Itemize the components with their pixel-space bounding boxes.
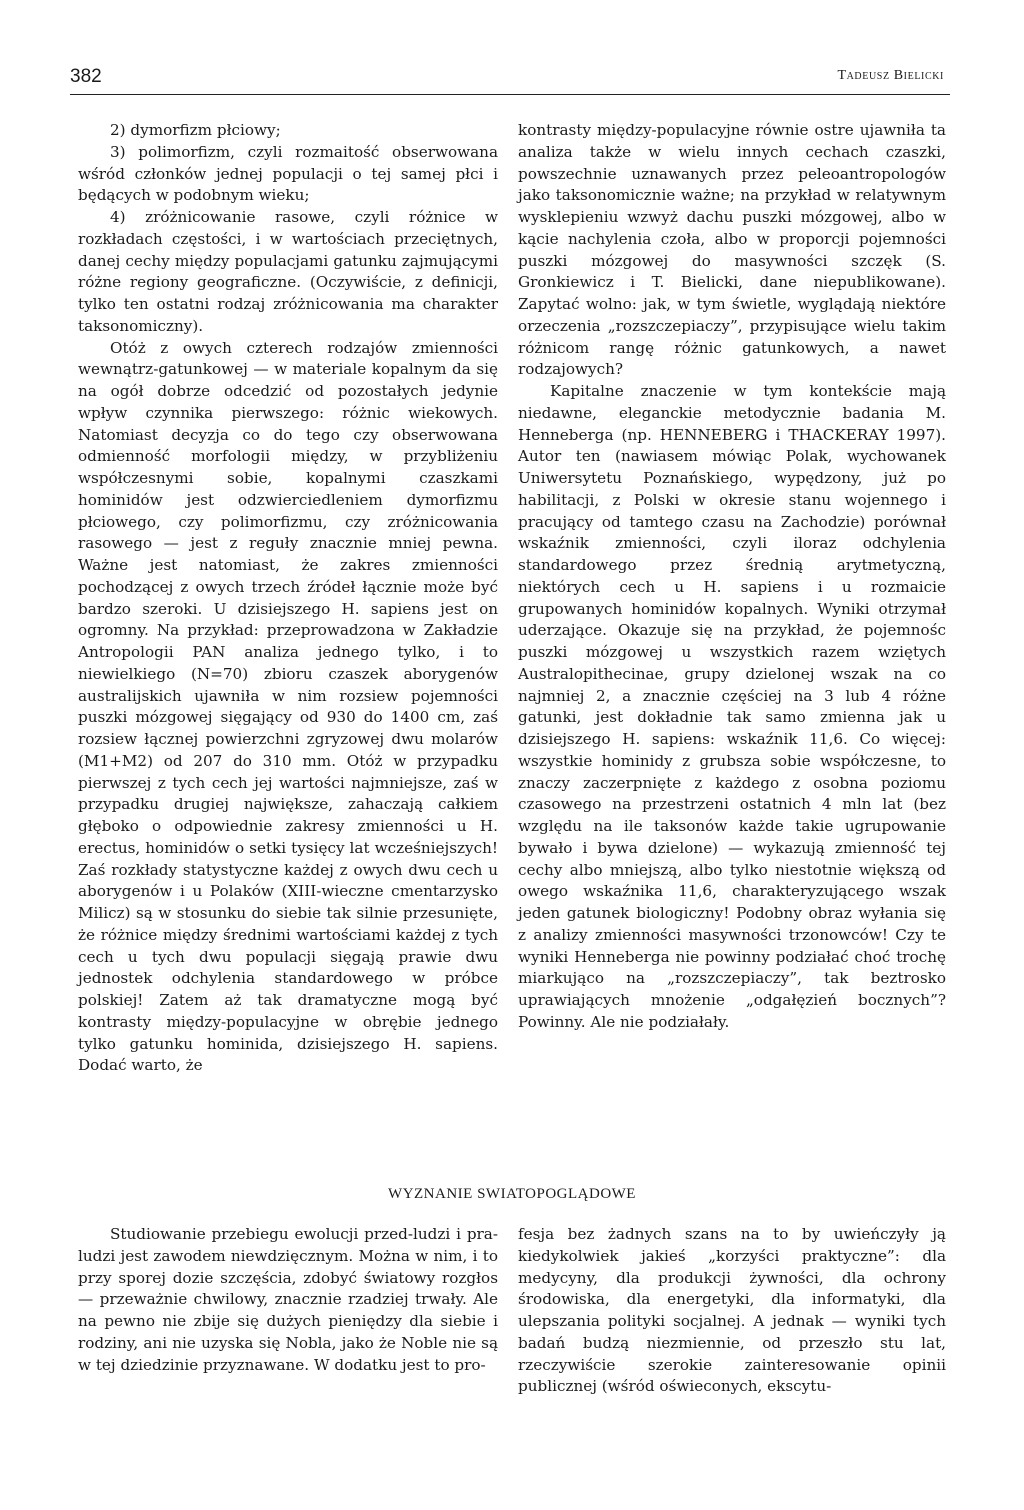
paragraph: 3) polimorfizm, czyli rozmaitość obserwowana wśród członków jednej populacji o tej samej płci i będących w podobnym wieku; — [78, 142, 498, 205]
left-column — [78, 120, 498, 1077]
page-header — [70, 66, 950, 95]
paragraph: fesja bez żadnych szans na to by uwieńczyły ją kiedykolwiek jakieś „korzyści praktyczne”: dla medycyny, dla produkcji żywności, dla ochrony środowiska, dla energetyki, dla informatyki, dla ulepszania polityki socjalnej. A jednak — wyniki tych badań budzą niezmiennie, od przeszło stu lat, rzeczywiście szerokie zainteresowanie opinii publicznej (wśród oświeconych, ekscytu- — [518, 1225, 946, 1396]
paragraph: Otóż z owych czterech rodzajów zmienności wewnątrz-gatunkowej — w materiale kopalnym da się na ogół dobrze odcedzić od pozostałych jedynie wpływ czynnika pierwszego: różnic wiekowych. Natomiast decyzja co do tego czy obserwowana odmienność morfologii między, w przybliżeniu współczesnymi sobie, kopalnymi czaszkami hominidów jest odzwierciedleniem dymorfizmu płciowego, czy polimorfizmu, czy zróżnicowania rasowego — jest z reguły znacznie mniej pewna. Ważne jest natomiast, że zakres zmienności pochodzącej z owych trzech źródeł łącznie może być bardzo szeroki. U dzisiejszego H. sapiens jest on ogromny. Na przykład: przeprowadzona w Zakładzie Antropologii PAN analiza jednego tylko, i to niewielkiego (N=70) zbioru czaszek aborygenów australijskich ujawniła w nim rozsiew pojemności puszki mózgowej sięgający od 930 do 1400 cm, zaś rozsiew łącznej powierzchni zgryzowej dwu molarów (M1+M2) od 207 do 310 mm. Otóż w przypadku pierwszej z tych cech jej wartości najmniejsze, zaś w przypadku drugiej największe, zahaczają całkiem głęboko o odpowiednie zakresy zmienności u H. erectus, hominidów o setki tysięcy lat wcześniejszych! Zaś rozkłady statystyczne każdej z owych dwu cech u aborygenów i u Polaków (XIII-wieczne cmentarzysko Milicz) są w stosunku do siebie tak silnie przesunięte, że różnice między średnimi wartościami każdej z tych cech u tych dwu populacji sięgają prawie dwu jednostek odchylenia standardowego w próbce polskiej! Zatem aż tak dramatyczne mogą być kontrasty między-populacyjne w obrębie jednego tylko gatunku hominida, dzisiejszego H. sapiens. Dodać warto, że — [78, 338, 498, 1075]
paragraph: 4) zróżnicowanie rasowe, czyli różnice w rozkładach częstości, i w wartościach przeciętnych, danej cechy między populacjami gatunku zajmującymi różne regiony geograficzne. (Oczywiście, z definicji, tylko ten ostatni rodzaj zróżnicowania ma charakter taksonomiczny). — [78, 208, 498, 335]
right-column-2 — [518, 1224, 946, 1398]
section-heading: WYZNANIE SWIATOPOGLĄDOWE — [388, 1186, 636, 1202]
right-column — [518, 120, 946, 1034]
paragraph: 2) dymorfizm płciowy; — [110, 121, 281, 139]
paragraph: Studiowanie przebiegu ewolucji przed-ludzi i pra-ludzi jest zawodem niewdzięcznym. Można w nim, i to przy sporej dozie szczęścia, zdobyć światowy rozgłos — przeważnie chwilowy, znacznie rzadziej trwały. Ale na pewno nie zbije się dużych pieniędzy dla siebie i rodziny, ani nie uzyska się Nobla, jako że Noble nie są w tej dziedzinie przyznawane. W dodatku jest to pro- — [78, 1225, 498, 1374]
paragraph: Kapitalne znaczenie w tym kontekście mają niedawne, eleganckie metodycznie badania M. Henneberga (np. HENNEBERG i THACKERAY 1997). Autor ten (nawiasem mówiąc Polak, wychowanek Uniwersytetu Poznańskiego, wypędzony, już po habilitacji, z Polski w okresie stanu wojennego i pracujący od tamtego czasu na Zachodzie) porównał wskaźnik zmienności, czyli iloraz odchylenia standardowego przez średnią arytmetyczną, niektórych cech u H. sapiens i u rozmaicie grupowanych hominidów kopalnych. Wyniki otrzymał uderzające. Okazuje się na przykład, że pojemnośc puszki mózgowej u wszystkich razem wziętych Australopithecinae, grupy dzielonej wszak na co najmniej 2, a znacznie częściej na 3 lub 4 różne gatunki, jest dokładnie tak samo zmienna jak u dzisiejszego H. sapiens: wskaźnik 11,6. Co więcej: wszystkie hominidy z grubsza sobie współczesne, to znaczy zaczerpnięte z każdego z osobna poziomu czasowego na przestrzeni ostatnich 4 mln lat (bez względu na ile taksonów każde takie ugrupowanie bywało i bywa dzielone) — wykazują zmienność tej cechy albo mniejszą, albo tylko niestotnie większą od owego wskaźnika 11,6, charakteryzującego wszak jeden gatunek biologiczny! Podobny obraz wyłania się z analizy zmienności masywności trzonowców! Czy te wyniki Henneberga nie powinny podziałać choć trochę miarkująco na „rozszczepiaczy”, tak beztrosko uprawiających mnożenie „odgałęzień bocznych”? Powinny. Ale nie podziałały. — [518, 382, 946, 1031]
paragraph: kontrasty między-populacyjne równie ostre ujawniła ta analiza także w wielu innych cechach czaszki, powszechnie uznawanych przez peleoantropologów jako taksonomicznie ważne; na przykład w relatywnym wysklepieniu wzwyż dachu puszki mózgowej, albo w kącie nachylenia czoła, albo w proporcji pojemności puszki mózgowej do masywności szczęk (S. Gronkiewicz i T. Bielicki, dane niepublikowane). Zapytać wolno: jak, w tym świetle, wyglądają niektóre orzeczenia „rozszczepiaczy”, przypisujące wielu takim różnicom rangę różnic gatunkowych, a nawet rodzajowych? — [518, 121, 946, 379]
page-number: 382 — [70, 66, 102, 87]
running-head: Tadeusz Bielicki — [837, 68, 944, 83]
left-column-2 — [78, 1224, 498, 1376]
